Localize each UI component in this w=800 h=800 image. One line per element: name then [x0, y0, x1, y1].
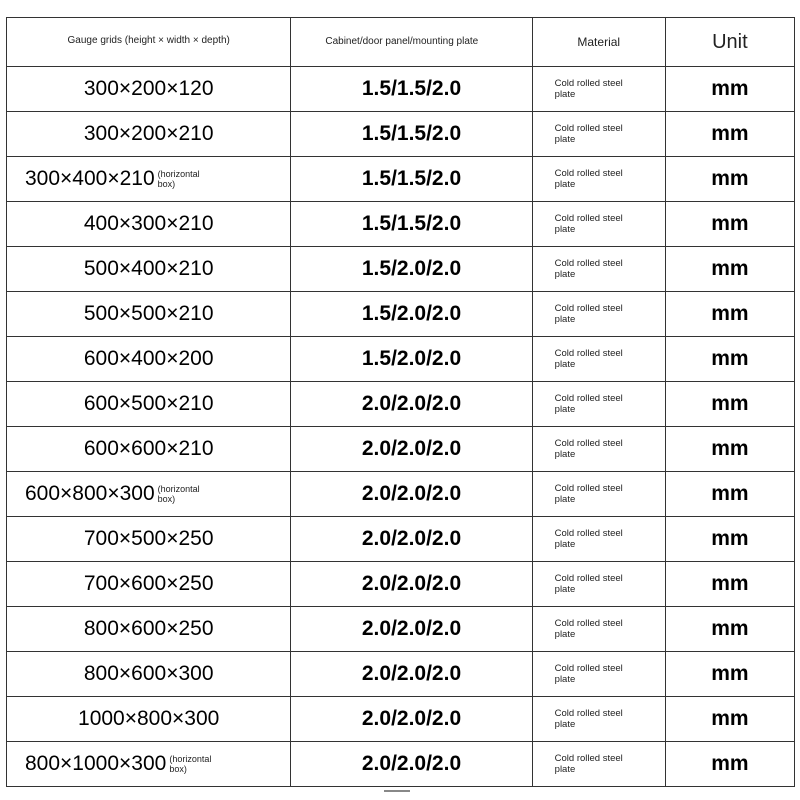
- unit-cell: mm: [665, 562, 794, 607]
- material-text: Cold rolled steel plate: [554, 708, 623, 730]
- size-wrap: [84, 347, 214, 371]
- thickness-cell: 2.0/2.0/2.0: [291, 607, 532, 652]
- size-cell: [7, 517, 291, 562]
- size-value: 800×600×300: [83, 662, 214, 685]
- table-row: [7, 157, 795, 202]
- header-size: Gauge grids (height × width × depth): [7, 18, 291, 67]
- table-row: [7, 697, 795, 742]
- material-cell: [532, 427, 665, 472]
- size-wrap: [84, 302, 214, 326]
- unit-cell: mm: [665, 337, 794, 382]
- size-wrap: [84, 527, 214, 551]
- thickness-cell: 2.0/2.0/2.0: [291, 517, 532, 562]
- size-value: 700×500×250: [83, 527, 214, 550]
- material-text: Cold rolled steel plate: [554, 528, 623, 550]
- size-cell: [7, 202, 291, 247]
- size-value: 600×600×210: [83, 437, 214, 460]
- size-wrap: [84, 257, 214, 281]
- material-text: Cold rolled steel plate: [554, 663, 623, 685]
- size-cell: [7, 292, 291, 337]
- thickness-cell: 2.0/2.0/2.0: [291, 382, 532, 427]
- size-value: 500×400×210: [83, 257, 214, 280]
- size-wrap: [25, 167, 214, 191]
- size-value: 1000×800×300: [78, 707, 220, 730]
- table-row: [7, 202, 795, 247]
- material-text: Cold rolled steel plate: [554, 123, 623, 145]
- size-value: 600×500×210: [83, 392, 214, 415]
- size-wrap: [84, 437, 214, 461]
- material-text: Cold rolled steel plate: [554, 303, 623, 325]
- size-wrap: [84, 572, 214, 596]
- size-wrap: [84, 122, 214, 146]
- size-wrap: [25, 752, 225, 776]
- material-text: Cold rolled steel plate: [554, 78, 623, 100]
- material-cell: [532, 742, 665, 787]
- material-text: Cold rolled steel plate: [554, 213, 623, 235]
- unit-cell: mm: [665, 202, 794, 247]
- table-row: [7, 742, 795, 787]
- thickness-cell: 1.5/2.0/2.0: [291, 337, 532, 382]
- unit-cell: mm: [665, 697, 794, 742]
- size-cell: [7, 112, 291, 157]
- material-text: Cold rolled steel plate: [554, 618, 623, 640]
- size-note: (horizontal box): [157, 484, 200, 504]
- size-cell: [7, 427, 291, 472]
- material-text: Cold rolled steel plate: [554, 393, 623, 415]
- thickness-cell: 1.5/2.0/2.0: [291, 292, 532, 337]
- size-value: 400×300×210: [83, 212, 214, 235]
- material-cell: [532, 67, 665, 112]
- size-value: 300×200×120: [83, 77, 214, 100]
- unit-cell: mm: [665, 112, 794, 157]
- material-cell: [532, 517, 665, 562]
- table-row: [7, 247, 795, 292]
- size-note: (horizontal box): [157, 169, 200, 189]
- material-cell: [532, 337, 665, 382]
- unit-cell: mm: [665, 292, 794, 337]
- material-cell: [532, 472, 665, 517]
- unit-cell: mm: [665, 742, 794, 787]
- header-row: [7, 18, 795, 67]
- size-cell: [7, 337, 291, 382]
- size-value: 800×600×250: [83, 617, 214, 640]
- material-cell: [532, 112, 665, 157]
- size-value: 800×1000×300: [25, 752, 167, 775]
- size-wrap: [78, 707, 219, 731]
- table-row: [7, 607, 795, 652]
- size-value: 700×600×250: [83, 572, 214, 595]
- table-body: [7, 67, 795, 787]
- material-cell: [532, 292, 665, 337]
- unit-cell: mm: [665, 472, 794, 517]
- thickness-cell: 1.5/2.0/2.0: [291, 247, 532, 292]
- material-text: Cold rolled steel plate: [554, 438, 623, 460]
- size-cell: [7, 652, 291, 697]
- unit-cell: mm: [665, 517, 794, 562]
- unit-cell: mm: [665, 67, 794, 112]
- material-cell: [532, 697, 665, 742]
- material-text: Cold rolled steel plate: [554, 753, 623, 775]
- table-header: [7, 18, 795, 67]
- unit-cell: mm: [665, 607, 794, 652]
- thickness-cell: 1.5/1.5/2.0: [291, 157, 532, 202]
- material-text: Cold rolled steel plate: [554, 483, 623, 505]
- thickness-cell: 2.0/2.0/2.0: [291, 697, 532, 742]
- material-cell: [532, 652, 665, 697]
- thickness-cell: 2.0/2.0/2.0: [291, 742, 532, 787]
- header-material: Material: [532, 18, 665, 67]
- size-value: 300×200×210: [83, 122, 214, 145]
- material-cell: [532, 562, 665, 607]
- material-cell: [532, 202, 665, 247]
- unit-cell: mm: [665, 382, 794, 427]
- table-row: [7, 292, 795, 337]
- size-value: 600×800×300: [25, 482, 155, 505]
- header-thickness: Cabinet/door panel/mounting plate: [291, 18, 532, 67]
- size-wrap: [84, 77, 214, 101]
- material-cell: [532, 157, 665, 202]
- unit-cell: mm: [665, 427, 794, 472]
- material-text: Cold rolled steel plate: [554, 348, 623, 370]
- thickness-cell: 2.0/2.0/2.0: [291, 472, 532, 517]
- thickness-cell: 1.5/1.5/2.0: [291, 67, 532, 112]
- thickness-cell: 2.0/2.0/2.0: [291, 652, 532, 697]
- size-cell: [7, 607, 291, 652]
- unit-cell: mm: [665, 652, 794, 697]
- size-cell: [7, 562, 291, 607]
- material-cell: [532, 607, 665, 652]
- bottom-divider-mark: [384, 790, 410, 792]
- size-wrap: [84, 392, 214, 416]
- size-cell: [7, 382, 291, 427]
- table-row: [7, 67, 795, 112]
- thickness-cell: 2.0/2.0/2.0: [291, 562, 532, 607]
- size-wrap: [25, 482, 214, 506]
- material-cell: [532, 247, 665, 292]
- thickness-cell: 2.0/2.0/2.0: [291, 427, 532, 472]
- material-text: Cold rolled steel plate: [554, 573, 623, 595]
- size-cell: [7, 67, 291, 112]
- size-cell: [7, 697, 291, 742]
- thickness-cell: 1.5/1.5/2.0: [291, 112, 532, 157]
- size-wrap: [84, 662, 214, 686]
- thickness-cell: 1.5/1.5/2.0: [291, 202, 532, 247]
- size-value: 500×500×210: [83, 302, 214, 325]
- material-text: Cold rolled steel plate: [554, 258, 623, 280]
- size-cell: [7, 742, 291, 787]
- size-value: 600×400×200: [83, 347, 214, 370]
- header-unit: Unit: [665, 18, 794, 67]
- table-row: [7, 472, 795, 517]
- size-wrap: [84, 617, 214, 641]
- table-row: [7, 427, 795, 472]
- size-cell: [7, 157, 291, 202]
- size-wrap: [84, 212, 214, 236]
- unit-cell: mm: [665, 247, 794, 292]
- table-row: [7, 652, 795, 697]
- material-cell: [532, 382, 665, 427]
- unit-cell: mm: [665, 157, 794, 202]
- table-row: [7, 337, 795, 382]
- material-text: Cold rolled steel plate: [554, 168, 623, 190]
- table-row: [7, 517, 795, 562]
- table-row: [7, 562, 795, 607]
- size-value: 300×400×210: [25, 167, 155, 190]
- size-note: (horizontal box): [169, 754, 212, 774]
- size-cell: [7, 247, 291, 292]
- table-row: [7, 112, 795, 157]
- spec-table: [6, 17, 795, 787]
- size-cell: [7, 472, 291, 517]
- table-row: [7, 382, 795, 427]
